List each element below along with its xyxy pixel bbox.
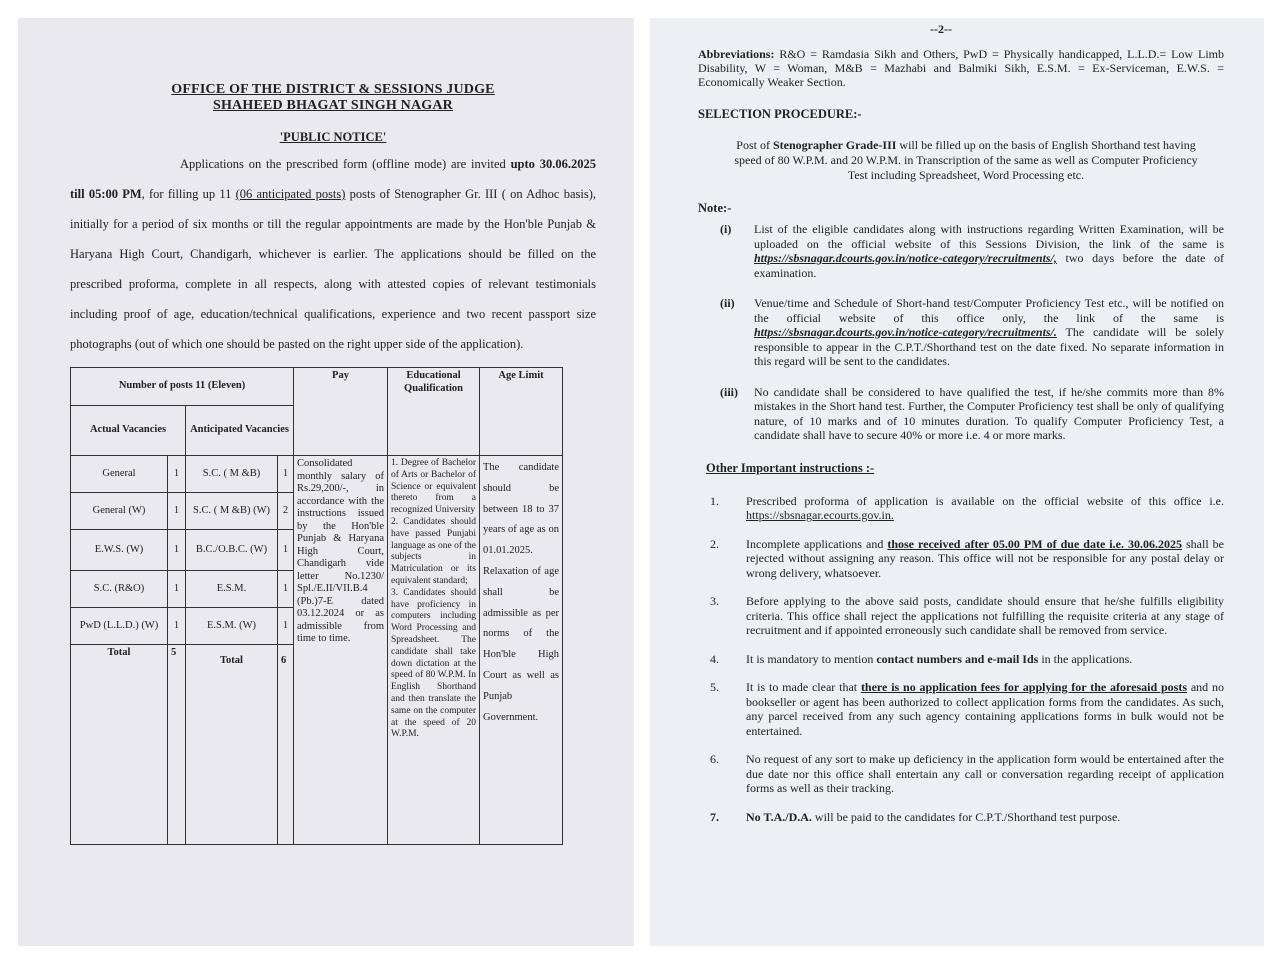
actual-category: S.C. (R&O) [71,571,168,608]
education-item-3: 3. Candidates should have proficiency in computers including Word Processing and Spreadsheet. The candidate shall take down dictation at the speed of 80 W.P.M. In English Shorthand and then translate the same on the computer at the speed of 20 W.P.M. [391,587,477,740]
anticipated-category: S.C. ( M &B) (W) [186,493,278,530]
office-header-line-2: SHAHEED BHAGAT SINGH NAGAR [212,98,453,113]
total-anticipated: 6 [278,645,294,845]
education-item-1: 1. Degree of Bachelor of Arts or Bachelor of Science or equivalent thereto from a recognized University [391,458,477,516]
selection-procedure-heading: SELECTION PROCEDURE:- [698,107,862,121]
total-label: Total [71,645,168,845]
age-limit-cell: The candidate should be between 18 to 37 years of age as on 01.01.2025. Relaxation of age shall be admissible as per norms of the Hon'ble High Court as well as Punjab Government. [480,456,563,845]
website-link[interactable]: https://sbsnagar.ecourts.gov.in. [746,508,894,522]
abbreviations: Abbreviations: R&O = Ramdasia Sikh and Others, PwD = Physically handicapped, L.L.D.= Low Limb Disability, W = Woman, M&B = Mazhabi and Balmiki Sikh, E.S.M. = Ex-Serviceman, E.W.S. = Economically Weaker Section. [698,47,1224,89]
instruction-item: 7. No T.A./D.A. will be paid to the candidates for C.P.T./Shorthand test purpose. [710,809,1121,824]
office-header-line-1: OFFICE OF THE DISTRICT & SESSIONS JUDGE [171,82,495,97]
pay-header: Pay [294,368,388,456]
anticipated-vacancies-header: Anticipated Vacancies [186,406,294,456]
note-item: (iii) No candidate shall be considered to have qualified the test, if he/she commits more than 8% mistakes in the Short hand test. Further, the Computer Proficiency test shall be only of qualifying nature, of 10 marks and of 10 minutes duration. To qualify Computer Proficiency Test, a candidate shall have to secure 40% or more i.e. 4 or more marks. [720,384,1224,442]
notice-page-1 [18,18,634,946]
actual-count: 1 [168,608,186,645]
instruction-item: 2. Incomplete applications and those received after 05.00 PM of due date i.e. 30.06.2025 shall be rejected without assigning any reason. This office will not be responsible for any postal delay or wrong delivery, whatsoever. [710,536,1225,580]
actual-count: 1 [168,456,186,493]
vacancy-table [70,367,563,845]
anticipated-category: B.C./O.B.C. (W) [186,530,278,571]
anticipated-category: S.C. ( M &B) [186,456,278,493]
actual-count: 1 [168,571,186,608]
anticipated-category: E.S.M. (W) [186,608,278,645]
anticipated-count: 1 [278,530,294,571]
note-heading: Note:- [698,201,732,215]
instruction-item: 4. It is mandatory to mention contact numbers and e-mail Ids in the applications. [710,651,1133,666]
notice-title: 'PUBLIC NOTICE' [279,130,387,144]
instruction-item: 5. It is to made clear that there is no application fees for applying for the aforesaid posts and no bookseller or agent has been authorized to collect application forms from the candidates. As such, any parcel received from any such agency containing applications forms in bulk would not be entertained. [710,680,1224,738]
other-instructions-heading: Other Important instructions :- [706,460,875,475]
actual-count: 1 [168,493,186,530]
posts-count-header: Number of posts 11 (Eleven) [71,368,294,406]
recruitment-link[interactable]: https://sbsnagar.dcourts.gov.in/notice-category/recruitments/. [754,325,1057,339]
table-row [71,456,563,493]
education-item-2: 2. Candidates should have passed Punjabi language as one of the subjects in Matriculation or its equivalent standard; [391,516,477,586]
age-limit-header: Age Limit [480,368,563,456]
anticipated-count: 1 [278,456,294,493]
actual-category: General (W) [71,493,168,530]
pay-cell: Consolidated monthly salary of Rs.29,200/-, in accordance with the instructions issued by the Hon'ble Punjab & Haryana High Court, Chandigarh vide letter No.1230/ Spl./E.II/VII.B.4 (Pb.)7-E dated 03.12.2024 or as admissible from time to time. [294,456,388,845]
note-item: (i) List of the eligible candidates along with instructions regarding Written Examination, will be uploaded on the official website of this Sessions Division, the link of the same is https://sbsnagar.dcourts.gov.in/notice-category/recruitments/, two days before the date of examination. [720,222,1224,280]
anticipated-category: E.S.M. [186,571,278,608]
recruitment-link[interactable]: https://sbsnagar.dcourts.gov.in/notice-category/recruitments/, [754,251,1057,265]
actual-category: General [71,456,168,493]
anticipated-count: 2 [278,493,294,530]
instruction-item: 1. Prescribed proforma of application is available on the official website of this office i.e. https://sbsnagar.ecourts.gov.in. [710,493,1224,522]
total-anticipated-label: Total [186,645,278,845]
education-cell [388,456,480,845]
education-header: Educational Qualification [388,368,480,456]
total-actual: 5 [168,645,186,845]
instruction-item: 6. No request of any sort to make up deficiency in the application form would be entertained after the due date nor this office shall entertain any call or conversation regarding receipt of application forms as well as their tracking. [710,752,1224,795]
actual-category: PwD (L.L.D.) (W) [71,608,168,645]
selection-procedure-text: Post of Stenographer Grade-III will be filled up on the basis of English Shorthand test having speed of 80 W.P.M. and 20 W.P.M. in Transcription of the same as well as Computer Proficiency Test including Spreadsheet, Word Processing etc. [734,138,1198,182]
actual-count: 1 [168,530,186,571]
notice-page-2 [650,18,1264,946]
notice-intro-paragraph: Applications on the prescribed form (offline mode) are invited upto 30.06.2025 till 05:00 PM, for filling up 11 (06 anticipated posts) posts of Stenographer Gr. III ( on Adhoc basis), initially for a period of six months or till the regular appointments are made by the Hon'ble Punjab & Haryana High Court, Chandigarh, whichever is earlier. The applications should be filled on the prescribed proforma, complete in all respects, along with attested copies of relevant testimonials including proof of age, education/technical qualifications, experience and two recent passport size photographs (out of which one should be pasted on the right upper side of the application). [70,157,597,351]
note-item: (ii) Venue/time and Schedule of Short-hand test/Computer Proficiency Test etc., will be notified on the official website of this office only, the link of the same is https://sbsnagar.dcourts.gov.in/notice-category/recruitments/. The candidate will be solely responsible to appear in the C.P.T./Shorthand test on the date fixed. No separate information in this regard will be sent to the candidates. [720,296,1224,368]
anticipated-count: 1 [278,608,294,645]
anticipated-count: 1 [278,571,294,608]
actual-category: E.W.S. (W) [71,530,168,571]
actual-vacancies-header: Actual Vacancies [71,406,186,456]
page-number: --2-- [930,22,952,36]
instruction-item: 3. Before applying to the above said posts, candidate should ensure that he/she fulfills eligibility criteria. This office shall reject the applications not fulfilling the requisite criteria at any stage of recruitment and if appointed erroneously such candidate shall be removed from service. [710,594,1224,637]
